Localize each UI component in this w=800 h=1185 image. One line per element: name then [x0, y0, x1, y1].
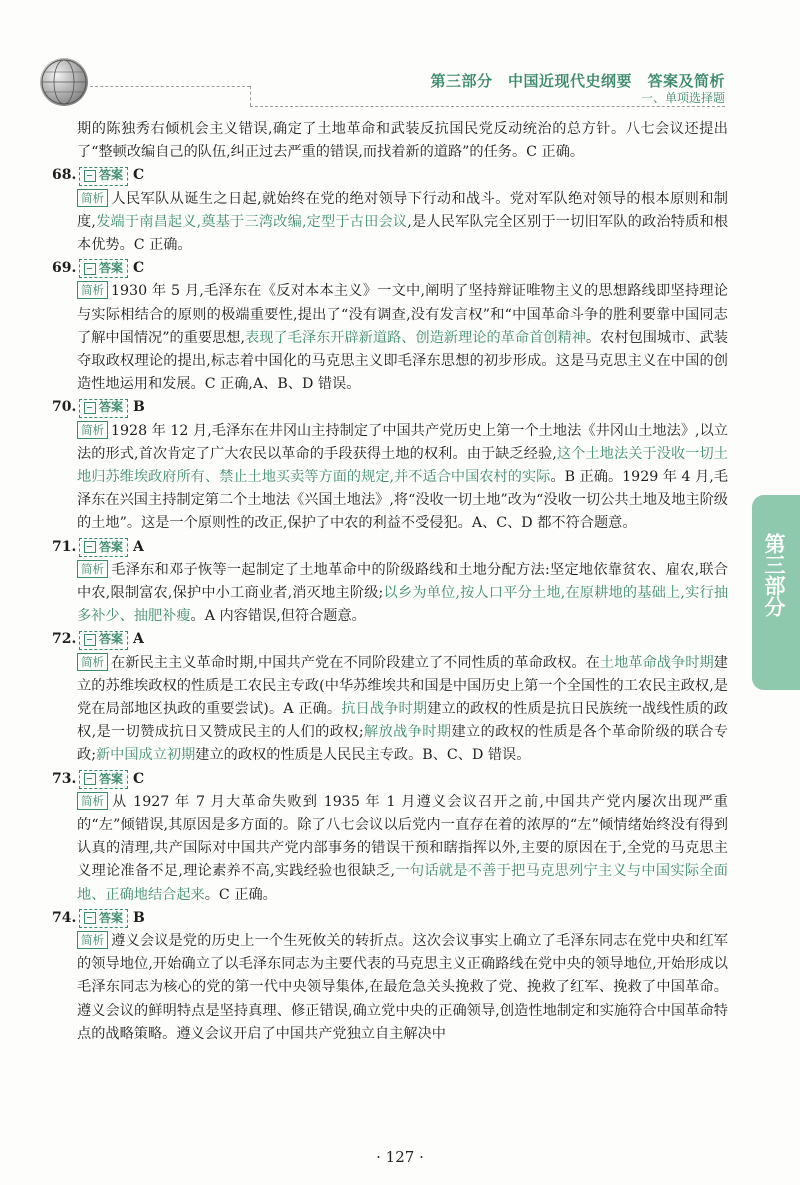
globe-logo-icon — [40, 58, 88, 106]
pencil-icon — [84, 263, 96, 275]
answer-label: 答案 — [99, 539, 124, 554]
answer-value: C — [133, 167, 145, 184]
answer-value: C — [133, 770, 145, 787]
answer-row — [52, 536, 728, 559]
answer-content — [52, 118, 728, 1046]
body-text: 建立的政权的性质是人民民主专政。B、C、D 错误。 — [195, 747, 531, 764]
answer-label-box — [79, 538, 128, 557]
body-text: 建立的苏维埃政权的性质是工农民主专政(中华苏维埃共和国是中国历史上第一个全国性的工农民主政权,是党在局部地区执政的重要尝试)。A 正确。 — [77, 654, 728, 717]
body-text: 。B 正确。1929 年 4 月,毛泽东在兴国主持制定第二个土地法《兴国土地法》,将“没收一切土地”改为“没收一切公共土地及地主阶级的土地”。这是一个原则性的改正,保护了中农的利益不受侵犯。A、C、D 都不符合题意。 — [77, 469, 729, 532]
body-text: 遵义会议是党的历史上一个生死攸关的转折点。这次会议事实上确立了毛泽东同志在党中央和红军的领导地位,开始确立了以毛泽东同志为主要代表的马克思主义正确路线在党中央的领导地位,开始形成以毛泽东同志为核心的党的第一代中央领导集体,在最危急关头挽救了党、挽救了红军、挽救了中国革命。遵义会议的鲜明特点是坚持真理、修正错误,确立党中央的正确领导,创造性地制定和实施符合中国革命特点的战略策略。遵义会议开启了中国共产党独立自主解决中 — [77, 933, 728, 1042]
body-text: 1930 年 5 月,毛泽东在《反对本本主义》一文中,阐明了坚持辩证唯物主义的思想路线即坚持理论与实际相结合的原则的极端重要性,提出了“没有调查,没有发言权”和“中国革命斗争的胜利要靠中国同志了解中国情况”的重要思想, — [77, 283, 728, 346]
answer-value: B — [133, 399, 145, 416]
question-number: 71. — [52, 538, 77, 555]
explanation-paragraph — [52, 188, 728, 258]
explanation-paragraph — [52, 930, 728, 1046]
question-number: 72. — [52, 631, 77, 648]
header-rule — [90, 86, 250, 87]
answer-label-box — [79, 259, 128, 278]
body-text: 期的陈独秀右倾机会主义错误,确定了土地革命和武装反抗国民党反动统治的总方针。八七会议还提出了“整顿改编自己的队伍,纠正过去严重的错误,而找着新的道路”的任务。C 正确。 — [77, 121, 728, 161]
intro-paragraph — [52, 118, 728, 164]
highlight-text: 这个土地法关于没收一切土地归苏维埃政府所有、禁止土地买卖等方面的规定,并不适合中国农村的实际 — [77, 445, 728, 485]
question-number: 69. — [52, 260, 77, 277]
highlight-text: 以乡为单位,按人口平分土地,在原耕地的基础上,实行抽多补少、抽肥补瘦 — [77, 585, 729, 625]
highlight-text: 抗日战争时期 — [341, 701, 428, 717]
highlight-text: 表现了毛泽东开辟新道路、创造新理论的革命首创精神 — [245, 329, 586, 346]
pencil-icon — [84, 402, 96, 414]
pencil-icon — [84, 912, 96, 924]
question-number: 73. — [52, 770, 77, 787]
body-text: 在新民主主义革命时期,中国共产党在不同阶段建立了不同性质的革命政权。在 — [111, 654, 600, 671]
question-number: 74. — [52, 909, 77, 926]
explain-label: 简析 — [77, 931, 108, 949]
answer-row — [52, 396, 728, 419]
section-side-tab — [752, 495, 800, 690]
explain-label: 简析 — [77, 421, 108, 439]
body-text: 建立的政权的性质是各个革命阶级的联合专政; — [77, 724, 728, 764]
answer-label: 答案 — [99, 910, 124, 925]
question-number: 70. — [52, 399, 77, 416]
highlight-text: 一句话就是不善于把马克思列宁主义与中国实际全面地、正确地结合起来 — [77, 863, 728, 903]
answer-value: A — [133, 631, 144, 648]
answer-label-box — [79, 167, 128, 186]
answer-value: B — [133, 909, 145, 926]
answer-label-box — [79, 399, 128, 418]
answer-label: 答案 — [99, 771, 124, 786]
answer-label: 答案 — [99, 168, 124, 183]
answer-value: C — [133, 260, 145, 277]
answer-label: 答案 — [99, 400, 124, 415]
body-text: 。C 正确。 — [204, 886, 277, 903]
answer-row — [52, 257, 728, 280]
answer-label: 答案 — [99, 261, 124, 276]
explanation-paragraph — [52, 420, 728, 536]
pencil-icon — [84, 634, 96, 646]
answer-label-box — [79, 770, 128, 789]
header-title: 第三部分 中国近现代史纲要 答案及简析 — [430, 72, 725, 90]
pencil-icon — [84, 541, 96, 553]
body-text: 人民军队从诞生之日起,就始终在党的绝对领导下行动和战斗。党对军队绝对领导的根本原则和制度, — [77, 190, 728, 230]
explain-label: 简析 — [77, 281, 108, 299]
explain-label: 简析 — [77, 189, 108, 207]
body-text: 。A 内容错误,但符合题意。 — [190, 608, 366, 625]
question-number: 68. — [52, 167, 77, 184]
explain-label: 简析 — [77, 792, 108, 810]
answer-label: 答案 — [99, 632, 124, 647]
header-subtitle: 一、单项选择题 — [640, 91, 725, 105]
body-text: ,是人民军队完全区别于一切旧军队的政治特质和根本优势。C 正确。 — [77, 213, 729, 253]
explanation-paragraph — [52, 791, 728, 907]
body-text: 从 1927 年 7 月大革命失败到 1935 年 1 月遵义会议召开之前,中国共产党内屡次出现严重的“左”倾错误,其原因是多方面的。除了八七会议以后党内一直存在着的浓厚的“左”倾情绪始终没有得到认真的清理,共产国际对中国共产党内部事务的错误干预和瞎指挥以外,主要的原因在于,全党的马克思主义理论准备不足,理论素养不高,实践经验也很缺乏, — [77, 793, 728, 880]
explain-label: 简析 — [77, 560, 108, 578]
header-rule — [250, 86, 251, 106]
highlight-text: 新中国成立初期 — [95, 747, 196, 764]
body-text: 。农村包围城市、武装夺取政权理论的提出,标志着中国化的马克思主义即毛泽东思想的初步形成。这是马克思主义在中国的创造性地运用和发展。C 正确,A、B、D 错误。 — [77, 329, 728, 393]
highlight-text: 解放战争时期 — [363, 724, 452, 741]
page-number: · 127 · — [376, 1148, 424, 1166]
answer-label-box — [79, 631, 128, 650]
answer-row — [52, 628, 728, 651]
highlight-text: 土地革命战争时期 — [599, 654, 714, 671]
explanation-paragraph — [52, 559, 728, 629]
body-text: 建立的政权的性质是抗日民族统一战线性质的政权,是一切赞成抗日又赞成民主的人们的政权; — [77, 701, 728, 741]
answer-row — [52, 907, 728, 930]
answer-row — [52, 164, 728, 187]
body-text: 毛泽东和邓子恢等一起制定了土地革命中的阶级路线和土地分配方法:坚定地依靠贫农、雇农,联合中农,限制富农,保护中小工商业者,消灭地主阶级; — [77, 561, 728, 601]
header-rule — [250, 106, 725, 107]
answer-label-box — [79, 909, 128, 928]
pencil-icon — [84, 170, 96, 182]
side-tab-label: 第三部分 — [762, 533, 786, 617]
explain-label: 简析 — [77, 653, 108, 671]
explanation-paragraph — [52, 280, 728, 396]
answer-value: A — [133, 538, 144, 555]
highlight-text: 发端于南昌起义,奠基于三湾改编,定型于古田会议 — [95, 213, 408, 230]
answer-row — [52, 768, 728, 791]
body-text: 1928 年 12 月,毛泽东在井冈山主持制定了中国共产党历史上第一个土地法《井冈山土地法》,以立法的形式,首次肯定了广大农民以革命的手段获得土地的权利。由于缺乏经验, — [77, 422, 728, 462]
explanation-paragraph — [52, 652, 728, 768]
pencil-icon — [84, 773, 96, 785]
